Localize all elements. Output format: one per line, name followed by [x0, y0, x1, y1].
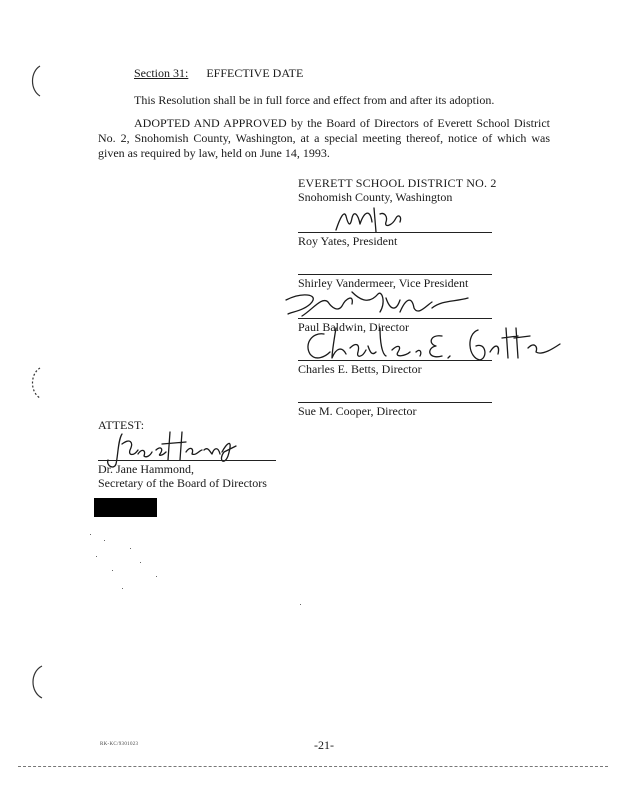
signature-paul-baldwin	[282, 288, 472, 322]
district-county: Snohomish County, Washington	[298, 190, 453, 204]
signature-line	[298, 360, 492, 361]
attest-label: ATTEST:	[98, 418, 145, 432]
hole-punch-mark	[28, 664, 44, 700]
scan-speck	[90, 534, 91, 535]
signature-line	[298, 402, 492, 403]
signature-line	[98, 460, 276, 461]
section-title	[134, 66, 303, 81]
scan-speck	[112, 570, 113, 571]
adoption-paragraph: ADOPTED AND APPROVED by the Board of Directors of Everett School District No. 2, Snohomish County, Washington, at a special meeting thereof, notice of which was given as required by law, held on June 14, 1993.	[98, 116, 550, 160]
attest-title: Secretary of the Board of Directors	[98, 476, 267, 490]
scan-speck	[122, 588, 123, 589]
signatory-name: Roy Yates, President	[298, 234, 398, 248]
effective-paragraph: This Resolution shall be in full force and effect from and after its adoption.	[134, 93, 495, 107]
section-heading: EFFECTIVE DATE	[206, 66, 304, 80]
signatory-name: Paul Baldwin, Director	[298, 320, 409, 334]
redaction-block	[94, 498, 157, 517]
scan-speck	[130, 548, 131, 549]
signature-line	[298, 232, 492, 233]
scan-speck	[140, 562, 141, 563]
hole-punch-mark	[28, 64, 42, 98]
scan-speck	[156, 576, 157, 577]
scan-speck	[96, 556, 97, 557]
signature-line	[298, 318, 492, 319]
scan-speck	[300, 604, 301, 605]
scan-edge-rule	[18, 766, 608, 767]
page-number: -21-	[314, 738, 334, 752]
document-code: RK-KC/9301023	[100, 742, 139, 747]
signatory-name: Shirley Vandermeer, Vice President	[298, 276, 469, 290]
district-name: EVERETT SCHOOL DISTRICT NO. 2	[298, 176, 497, 190]
hole-punch-mark	[28, 366, 42, 400]
attest-name: Dr. Jane Hammond,	[98, 462, 194, 476]
scan-speck	[104, 540, 105, 541]
signatory-name: Charles E. Betts, Director	[298, 362, 422, 376]
signature-line	[298, 274, 492, 275]
section-number: Section 31:	[134, 66, 189, 80]
signature-charles-betts	[302, 322, 562, 364]
signatory-name: Sue M. Cooper, Director	[298, 404, 417, 418]
